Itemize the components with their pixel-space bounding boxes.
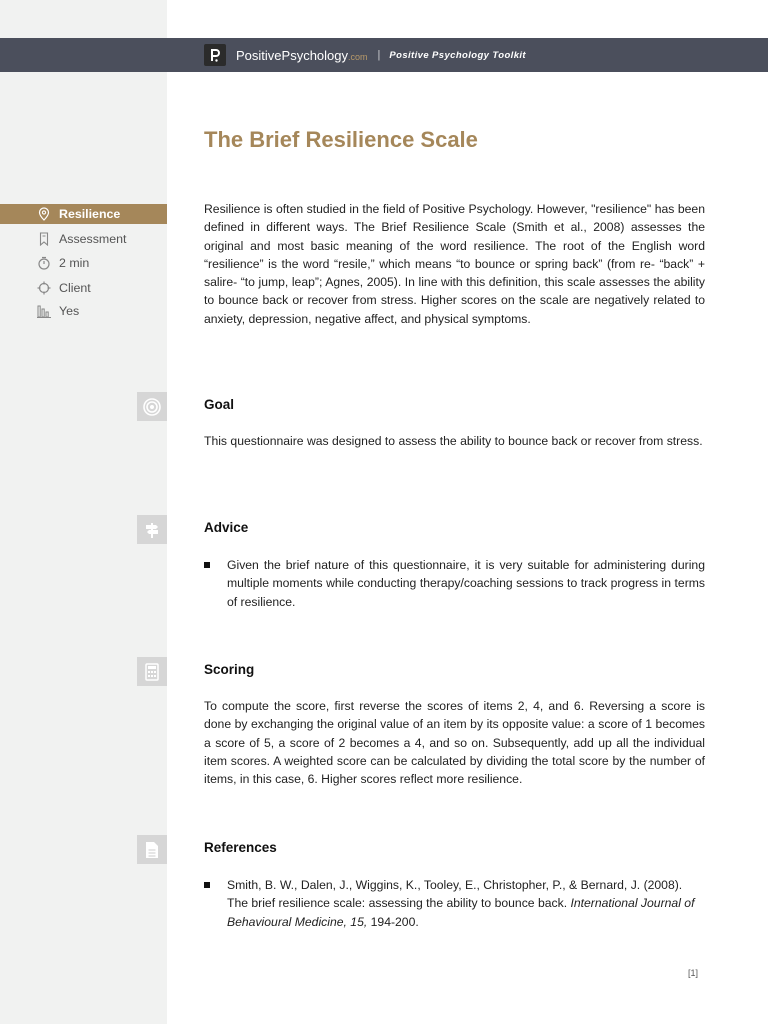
sidebar-item-yes	[0, 301, 167, 321]
page-title: The Brief Resilience Scale	[204, 127, 478, 152]
brand-separator: |	[377, 49, 381, 61]
sidebar-item-client	[0, 278, 167, 298]
page-number: [1]	[688, 968, 699, 978]
scoring-heading: Scoring	[204, 662, 255, 677]
toolkit-label: Positive Psychology Toolkit	[389, 49, 526, 61]
sidebar-item-label: 2 min	[59, 256, 90, 270]
sidebar-item-resilience	[0, 204, 167, 224]
sidebar-item-label: Assessment	[59, 232, 127, 246]
bullet-marker	[204, 562, 210, 568]
scoring-text: To compute the score, first reverse the scores of items 2, 4, and 6. Reversing a score is done by exchanging the original value of an item by its opposite value: a score of 1 becomes a score of 5, a score of 2 becomes a 4, and so on. Subsequently, add up all the individual item scores. A weighted score can be calculated by dividing the total score by the number of items, in this case, 6. Higher scores reflect more resilience.	[204, 699, 705, 787]
references-heading: References	[204, 840, 277, 855]
sidebar	[0, 0, 167, 1024]
brand	[204, 44, 526, 66]
sidebar-item-label: Client	[59, 281, 91, 295]
advice-heading: Advice	[204, 520, 249, 535]
sidebar-item-assessment	[0, 229, 167, 249]
intro-paragraph: Resilience is often studied in the field of Positive Psychology. However, "resilience" has been defined in different ways. The Brief Resilience Scale (Smith et al., 2008) assesses the original and most basic meaning of the word resilience. The root of the English word “resilience” is the word “resile,” which means “to bounce or spring back” (from re- “back” + salire- “to jump, leap”; Agnes, 2005). In line with this definition, this scale assesses the ability to bounce back or recover from stress. Higher scores on the scale are negatively related to anxiety, depression, negative affect, and physical symptoms.	[204, 202, 705, 326]
advice-bullet	[204, 556, 705, 611]
sidebar-item-label: Yes	[59, 304, 80, 318]
logo-icon	[204, 44, 226, 66]
bar-chart-icon	[36, 303, 52, 319]
calculator-icon	[137, 657, 167, 686]
document-icon	[137, 835, 167, 864]
reference-pages: 194-200.	[367, 914, 419, 929]
reference-main: Smith, B. W., Dalen, J., Wiggins, K., Tooley, E., Christopher, P., & Bernard, J. (2008). The brief resilience scale: assessing the ability to bounce back.	[227, 878, 683, 911]
reference-item	[204, 876, 705, 931]
advice-bullet-text: Given the brief nature of this questionnaire, it is very suitable for administering during multiple moments while conducting therapy/coaching sessions to track progress in terms of resilience.	[227, 558, 705, 609]
brand-name	[236, 48, 368, 63]
brand-name-text: PositivePsychology	[236, 47, 348, 63]
crosshair-icon	[36, 280, 52, 296]
sidebar-item-label: Resilience	[59, 207, 121, 221]
location-pin-icon	[36, 206, 52, 222]
bookmark-icon	[36, 231, 52, 247]
goal-heading: Goal	[204, 397, 235, 412]
reference-text	[227, 876, 705, 931]
bullet-marker	[204, 882, 210, 888]
sidebar-item-duration	[0, 253, 167, 273]
reference-journal: International Journal of Behavioural Medicine, 15,	[227, 896, 695, 929]
signpost-icon	[137, 515, 167, 544]
goal-text: This questionnaire was designed to assess the ability to bounce back or recover from stress.	[204, 434, 703, 448]
brand-suffix: .com	[348, 51, 368, 62]
target-icon	[137, 392, 167, 421]
stopwatch-icon	[36, 255, 52, 271]
